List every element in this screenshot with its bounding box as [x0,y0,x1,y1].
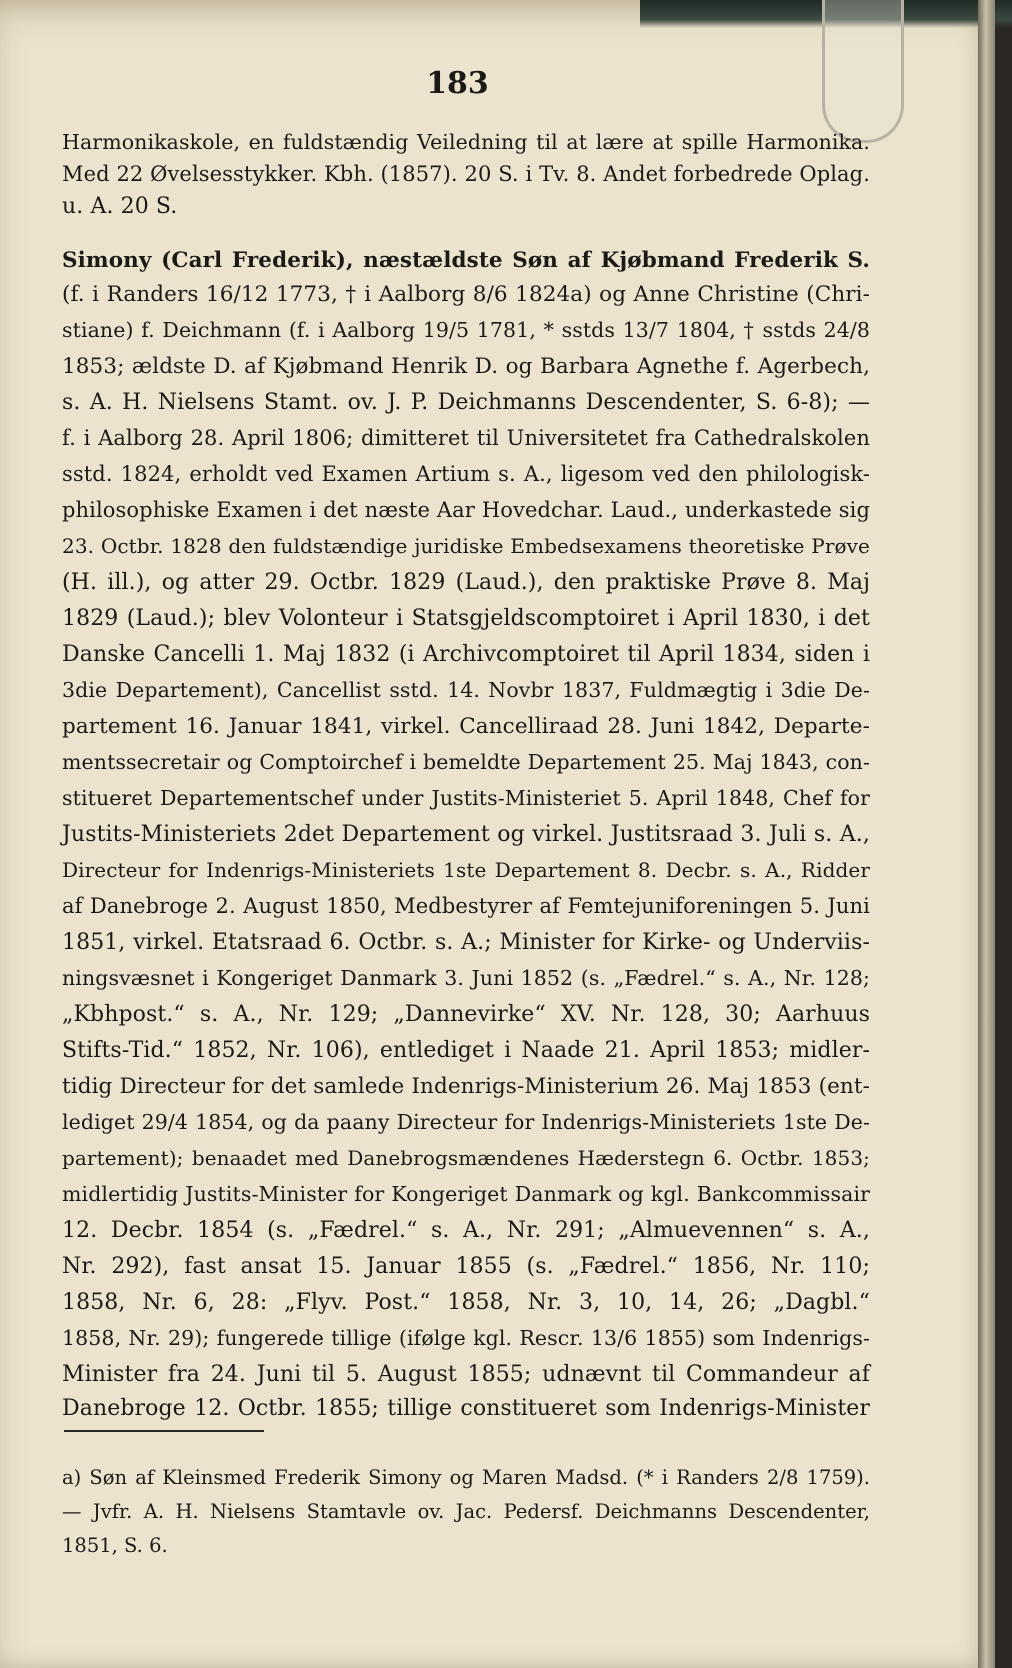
text-line: Harmonikaskole, en fuldstændig Veiledning til at lære at spille Harmonika. [62,130,870,154]
text-line: (H. ill.), og atter 29. Octbr. 1829 (Laud.), den praktiske Prøve 8. Maj [62,570,870,595]
text-line: lediget 29/4 1854, og da paany Directeur for Indenrigs-Ministeriets 1ste De- [62,1110,870,1134]
text-line: Justits-Ministeriets 2det Departement og virkel. Justitsraad 3. Juli s. A., [62,822,870,847]
text-line: (f. i Randers 16/12 1773, † i Aalborg 8/6 1824a) og Anne Christine (Chri- [62,282,870,307]
footnote-separator [64,1430,264,1432]
text-line: Directeur for Indenrigs-Ministeriets 1ste Departement 8. Decbr. s. A., Ridder [62,858,870,882]
text-line: 1858, Nr. 6, 28: „Flyv. Post.“ 1858, Nr. 3, 10, 14, 26; „Dagbl.“ [62,1290,870,1315]
text-line: 1858, Nr. 29); fungerede tillige (ifølge kgl. Rescr. 13/6 1855) som Indenrigs- [62,1326,870,1350]
text-line: Nr. 292), fast ansat 15. Januar 1855 (s. „Fædrel.“ 1856, Nr. 110; [62,1254,870,1279]
text-line: 1853; ældste D. af Kjøbmand Henrik D. og Barbara Agnethe f. Agerbech, [62,354,870,379]
text-line: 1829 (Laud.); blev Volonteur i Statsgjeldscomptoiret i April 1830, i det [62,606,870,631]
text-line: Med 22 Øvelsesstykker. Kbh. (1857). 20 S. i Tv. 8. Andet forbedrede Oplag. [62,162,870,186]
text-line: 23. Octbr. 1828 den fuldstændige juridiske Embedsexamens theoretiske Prøve [62,534,870,558]
text-line: partement); benaadet med Danebrogsmændenes Hæderstegn 6. Octbr. 1853; [62,1146,870,1170]
page-number: 183 [426,66,489,101]
text-line: Danebroge 12. Octbr. 1855; tillige constitueret som Indenrigs-Minister [62,1396,870,1421]
footnote-line: 1851, S. 6. [62,1534,168,1557]
text-line: 12. Decbr. 1854 (s. „Fædrel.“ s. A., Nr. 291; „Almuevennen“ s. A., [62,1218,870,1243]
text-line: Stifts-Tid.“ 1852, Nr. 106), entlediget i Naade 21. April 1853; midler- [62,1038,870,1063]
text-line: philosophiske Examen i det næste Aar Hovedchar. Laud., underkastede sig [62,498,870,522]
text-line: tidig Directeur for det samlede Indenrigs-Ministerium 26. Maj 1853 (ent- [62,1074,870,1099]
page-edge [978,0,995,1668]
text-line: stitueret Departementschef under Justits-Ministeriet 5. April 1848, Chef for [62,786,870,810]
footnote-line: — Jvfr. A. H. Nielsens Stamtavle ov. Jac. Pedersf. Deichmanns Descendenter, [62,1500,870,1523]
text-line: f. i Aalborg 28. April 1806; dimitteret til Universitetet fra Cathedralskolen [62,426,870,450]
text-line: u. A. 20 S. [62,194,178,219]
text-line: ningsvæsnet i Kongeriget Danmark 3. Juni 1852 (s. „Fædrel.“ s. A., Nr. 128; [62,966,870,990]
text-line: mentssecretair og Comptoirchef i bemeldte Departement 25. Maj 1843, con- [62,750,870,774]
text-line: Danske Cancelli 1. Maj 1832 (i Archivcomptoiret til April 1834, siden i [62,642,870,667]
text-line: Minister fra 24. Juni til 5. August 1855; udnævnt til Commandeur af [62,1362,870,1387]
text-line: midlertidig Justits-Minister for Kongeriget Danmark og kgl. Bankcommissair [62,1182,870,1206]
text-line: partement 16. Januar 1841, virkel. Cancelliraad 28. Juni 1842, Departe- [62,714,870,739]
text-line: „Kbhpost.“ s. A., Nr. 129; „Dannevirke“ XV. Nr. 128, 30; Aarhuus [62,1002,870,1027]
text-line: s. A. H. Nielsens Stamt. ov. J. P. Deichmanns Descendenter, S. 6-8); — [62,390,870,415]
text-line: stiane) f. Deichmann (f. i Aalborg 19/5 1781, * sstds 13/7 1804, † sstds 24/8 [62,318,870,342]
footnote-line: a) Søn af Kleinsmed Frederik Simony og Maren Madsd. (* i Randers 2/8 1759). [62,1466,870,1489]
text-line: 1851, virkel. Etatsraad 6. Octbr. s. A.; Minister for Kirke- og Underviis- [62,930,870,955]
text-line: sstd. 1824, erholdt ved Examen Artium s. A., ligesom ved den philologisk- [62,462,870,486]
text-line: 3die Departement), Cancellist sstd. 14. Novbr 1837, Fuldmægtig i 3die De- [62,678,870,702]
entry-heading-line: Simony (Carl Frederik), næstældste Søn af Kjøbmand Frederik S. [62,248,870,273]
text-line: af Danebroge 2. August 1850, Medbestyrer af Femtejuniforeningen 5. Juni [62,894,870,918]
